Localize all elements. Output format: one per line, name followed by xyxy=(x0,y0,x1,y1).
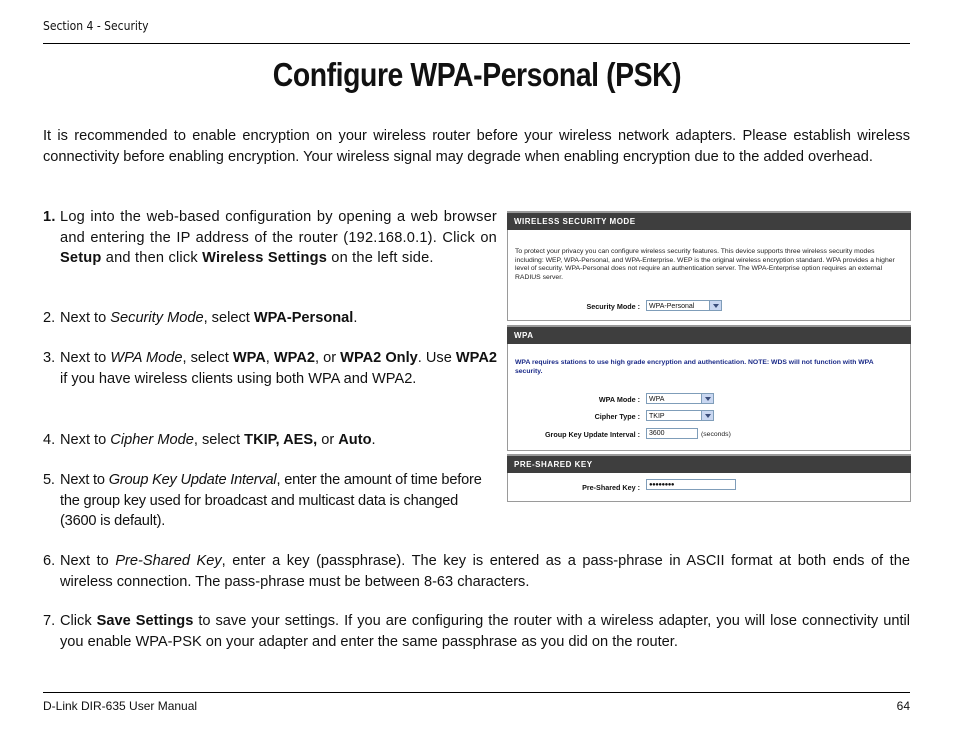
step-bold: WPA-Personal xyxy=(253,310,354,326)
group-key-interval-input[interactable]: 3600 xyxy=(646,428,698,439)
wpa-mode-select[interactable] xyxy=(646,393,714,404)
wpa-section xyxy=(507,344,911,451)
pre-shared-key-heading: PRE-SHARED KEY xyxy=(507,454,911,473)
wpa-description: WPA requires stations to use high grade encryption and authentication. NOTE: WDS will not function with WPA security. xyxy=(515,359,874,375)
cipher-type-value: TKIP xyxy=(649,413,665,420)
step-bold: Auto xyxy=(338,432,372,448)
chevron-down-icon[interactable] xyxy=(701,411,713,420)
step-text: , select xyxy=(203,310,254,326)
page-number: 64 xyxy=(896,699,910,713)
step-bold: Wireless Settings xyxy=(202,250,328,266)
step-italic: Pre-Shared Key xyxy=(115,553,222,569)
step-7 xyxy=(43,611,910,652)
wpa-mode-label: WPA Mode : xyxy=(598,395,640,404)
step-italic: Cipher Mode xyxy=(110,432,194,448)
step-bold: WPA2 Only xyxy=(340,350,418,366)
step-text: , or xyxy=(315,350,341,366)
step-text: Next to xyxy=(60,350,111,366)
step-bold: Setup xyxy=(60,250,102,266)
step-bold: TKIP, AES, xyxy=(244,432,318,448)
step-number: 3. xyxy=(43,350,56,366)
group-key-interval-unit: (seconds) xyxy=(701,431,731,438)
footer-rule xyxy=(43,692,910,693)
step-text: on the left side. xyxy=(327,250,434,266)
step-bold: Save Settings xyxy=(96,613,194,629)
step-number: 2. xyxy=(43,310,56,326)
step-italic: Security Mode xyxy=(110,310,204,326)
step-text: to save your settings. If you are configuring the router with a wireless adapter, you will lose connectivity until you enable WPA-PSK on your adapter and enter the same passphrase as you did on the router. xyxy=(60,613,910,650)
step-text: Next to xyxy=(60,310,111,326)
header-rule xyxy=(43,43,910,44)
step-text: , select xyxy=(193,432,245,448)
step-number: 5. xyxy=(43,472,55,488)
step-number: 6. xyxy=(43,553,56,569)
footer-manual-name: D-Link DIR-635 User Manual xyxy=(43,699,198,713)
step-1 xyxy=(43,207,497,269)
step-text: , select xyxy=(182,350,233,366)
wireless-security-mode-heading: WIRELESS SECURITY MODE xyxy=(507,211,911,230)
step-text: Click xyxy=(60,613,97,629)
chevron-down-icon[interactable] xyxy=(701,394,713,403)
wireless-security-mode-section xyxy=(507,230,911,321)
step-text: Next to xyxy=(60,432,111,448)
step-text: , xyxy=(265,350,274,366)
pre-shared-key-section xyxy=(507,473,911,502)
step-text: if you have wireless clients using both WPA and WPA2. xyxy=(60,370,417,387)
step-4 xyxy=(43,430,497,451)
chevron-down-icon[interactable] xyxy=(709,301,721,310)
step-bold: WPA xyxy=(232,350,266,366)
step-3 xyxy=(43,348,497,389)
step-5 xyxy=(43,470,497,532)
wsm-description: To protect your privacy you can configure wireless security features. This device supports three wireless security modes including: WEP, WPA-Personal, and WPA-Enterprise. WEP is the original wireless encryption standard. WPA provides a higher level of security. WPA-Personal does not require an authentication server. The WPA-Enterprise option requires an external RADIUS server. xyxy=(515,248,895,281)
step-number: 7. xyxy=(43,613,56,629)
page-title: Configure WPA-Personal (PSK) xyxy=(272,56,682,93)
step-bold: WPA2 xyxy=(273,350,315,366)
section-header: Section 4 - Security xyxy=(43,19,149,33)
step-2 xyxy=(43,308,497,329)
cipher-type-select[interactable] xyxy=(646,410,714,421)
cipher-type-label: Cipher Type : xyxy=(594,412,640,421)
step-number: 1. xyxy=(43,209,56,225)
step-text: and then click xyxy=(101,250,203,266)
step-text: Next to xyxy=(60,553,116,569)
group-key-interval-label: Group Key Update Interval : xyxy=(544,430,640,439)
step-italic: Group Key Update Interval xyxy=(108,472,277,488)
step-text: . xyxy=(353,310,358,326)
router-settings-screenshot xyxy=(507,211,911,502)
step-text: Log into the web-based configuration by opening a web browser and entering the IP address of the router (192.168.0.1). Click on xyxy=(60,209,497,246)
pre-shared-key-input[interactable]: ●●●●●●●● xyxy=(646,479,736,490)
pre-shared-key-label: Pre-Shared Key : xyxy=(582,483,640,492)
step-text: . Use xyxy=(417,350,456,366)
security-mode-label: Security Mode : xyxy=(586,302,640,311)
step-text: . xyxy=(371,432,376,448)
step-italic: WPA Mode xyxy=(110,350,183,366)
wpa-heading: WPA xyxy=(507,325,911,344)
step-text: , enter a key (passphrase). The key is entered as a pass-phrase in ASCII format at both ends of the wireless connection. The pass-phrase must be between 8-63 characters. xyxy=(60,553,910,590)
step-6 xyxy=(43,551,910,592)
security-mode-select[interactable] xyxy=(646,300,722,311)
step-bold: WPA2 xyxy=(455,350,497,366)
security-mode-value: WPA-Personal xyxy=(649,303,695,310)
step-text: or xyxy=(317,432,339,448)
intro-paragraph: It is recommended to enable encryption on your wireless router before your wireless network adapters. Please establish wireless connectivity before enabling encryption. Your wireless signal may degrade when enabling encryption due to the added overhead. xyxy=(43,128,910,165)
wpa-mode-value: WPA xyxy=(649,396,665,403)
step-text: Next to xyxy=(60,472,109,488)
step-number: 4. xyxy=(43,432,56,448)
step-text: , enter the amount of time before the group key used for broadcast and multicast data is changed (3600 is default). xyxy=(60,472,482,529)
